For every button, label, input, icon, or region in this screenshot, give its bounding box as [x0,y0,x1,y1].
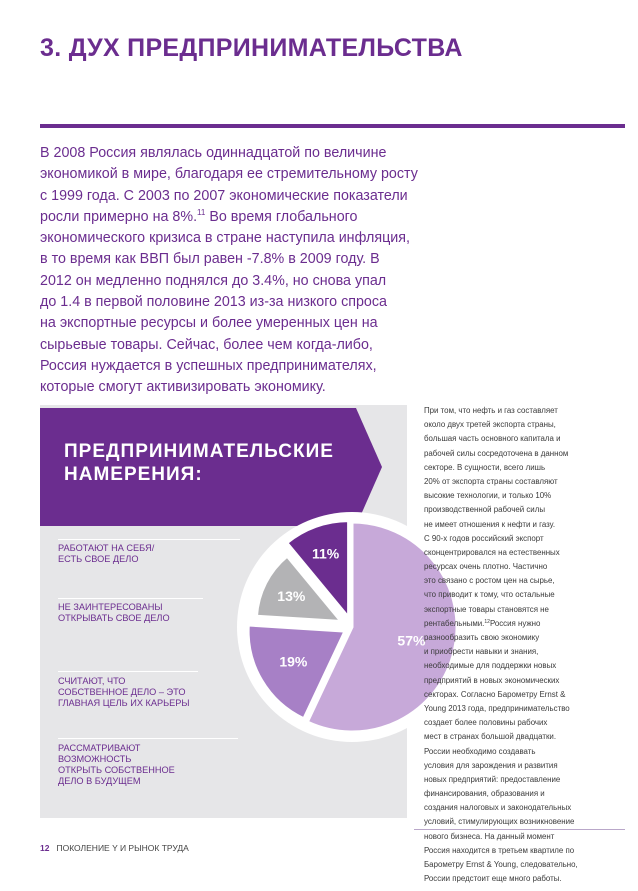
category-label-line: НЕ ЗАИНТЕРЕСОВАНЫ [58,602,163,612]
intro-line: на экспортные ресурсы и более умеренных цен на [40,315,378,332]
sidebar-line: России предстоит еще много работы. [424,874,562,884]
sidebar-line: сконцентрировался на естественных [424,547,560,557]
sidebar-line: С 90-х годов российский экспорт [424,533,544,543]
category-label-line: ВОЗМОЖНОСТЬ [58,754,132,764]
category-label-line: РАБОТАЮТ НА СЕБЯ/ [58,543,155,553]
page-footer [40,843,189,853]
sidebar-line: разнообразить свою экономику [424,633,540,642]
sidebar-line: большая часть основного капитала и [424,434,561,444]
intro-line: с 1999 года. С 2003 по 2007 экономические показатели [40,187,408,204]
category-label-line: ОТКРЫВАТЬ СВОЕ ДЕЛО [58,613,170,623]
page-title: 3. ДУХ ПРЕДПРИНИМАТЕЛЬСТВА [40,34,463,62]
footnote-ref: 11 [197,207,206,217]
sidebar-line: и приобрести навыки и знания, [424,647,539,657]
intro-line-end: Во время глобального [209,208,358,225]
sidebar-line: необходимые для поддержки новых [424,661,557,671]
sidebar-line: создает более половины рабочих [424,718,548,728]
sidebar-line: производственной рабочей силы [424,505,545,515]
sidebar-line: ресурсах очень плотно. Частично [424,562,548,572]
pie-slice-label: 19% [279,653,308,670]
intro-line: экономического кризиса в стране наступила инфляция, [40,230,411,247]
sidebar-line: что приводит к тому, что остальные [424,590,555,600]
sidebar-line: Россия находится в третьем квартиле по [424,845,575,855]
sidebar-line: Барометру Ernst & Young, следовательно, [424,860,578,869]
category-label-line: СЧИТАЮТ, ЧТО [58,676,126,686]
sidebar-line: экспортные товары становятся не [424,604,549,614]
sidebar-line: секторе. В сущности, всего лишь [424,462,546,472]
sidebar-line: условия для зарождения и развития [424,760,558,770]
sidebar-line: нового бизнеса. На данный момент [424,831,555,841]
infographic-heading-line: НАМЕРЕНИЯ: [64,464,203,485]
sidebar-line: не имеет отношения к нефти и газу. [424,519,556,529]
sidebar-line: Young 2013 года, предпринимательство [424,703,570,713]
intro-line-start: росли примерно на 8%. [40,208,198,225]
category-label-line: ГЛАВНАЯ ЦЕЛЬ ИХ КАРЬЕРЫ [58,698,190,708]
infographic-heading-line: ПРЕДПРИНИМАТЕЛЬСКИЕ [64,441,334,462]
sidebar-line: условий, стимулирующих возникновение [424,817,575,827]
category-label-line: ДЕЛО В БУДУЩЕМ [58,776,141,786]
sidebar-line [424,617,624,631]
pie-slice-label: 11% [311,545,340,562]
pie-slice-label: 13% [277,588,306,605]
sidebar-line: России необходимо создавать [424,746,536,756]
intro-line: сырьевые товары. Сейчас, более чем когда-либо, [40,336,373,353]
intro-line: экономикой в мире, благодаря ее стремительному росту [40,166,418,183]
intro-line: Россия нуждается в успешных предпринимателях, [40,357,377,374]
sidebar-line: предприятий в новых экономических [424,675,560,685]
sidebar-line: мест в странах большой двадцатки. [424,732,557,742]
sidebar-text [424,404,624,886]
sidebar-line: это связано с ростом цен на сырье, [424,576,555,586]
category-label-line: ОТКРЫТЬ СОБСТВЕННОЕ [58,765,175,775]
sidebar-line-end: Россия нужно [489,618,541,628]
sidebar-line: около двух третей экспорта страны, [424,420,556,430]
sidebar-line: секторах. Согласно Барометру Ernst & [424,689,566,699]
sidebar-line: высокие технологии, и только 10% [424,491,552,501]
intro-line: 2012 он медленно поднялся до 3.4%, но снова упал [40,272,387,289]
intro-line: в то время как ВВП был равен -7.8% в 2009 году. В [40,251,380,268]
footnote-ref: 12 [484,618,490,625]
category-label-line: ЕСТЬ СВОЕ ДЕЛО [58,554,139,564]
category-label-line: РАССМАТРИВАЮТ [58,743,141,753]
sidebar-line: новых предприятий: предоставление [424,774,561,784]
sidebar-line: При том, что нефть и газ составляет [424,406,558,415]
sidebar-line: 20% от экспорта страны составляют [424,476,558,486]
intro-line: которые смогут активизировать экономику. [40,379,326,396]
intro-line: В 2008 Россия являлась одиннадцатой по величине [40,145,387,161]
sidebar-line-start: рентабельными. [424,618,485,628]
category-label-line: СОБСТВЕННОЕ ДЕЛО – ЭТО [58,687,186,697]
page-number: 12 [40,843,50,853]
sidebar-line: создания налоговых и законодательных [424,803,572,813]
sidebar-line: финансирования, образования и [424,789,545,799]
sidebar-divider [414,829,625,830]
intro-line: до 1.4 в первой половине 2013 из-за низкого спроса [40,294,387,311]
sidebar-line: рабочей силы сосредоточена в данном [424,448,569,458]
pie-slice-label: 57% [397,632,426,649]
footer-title: ПОКОЛЕНИЕ Y И РЫНОК ТРУДА [56,843,189,853]
